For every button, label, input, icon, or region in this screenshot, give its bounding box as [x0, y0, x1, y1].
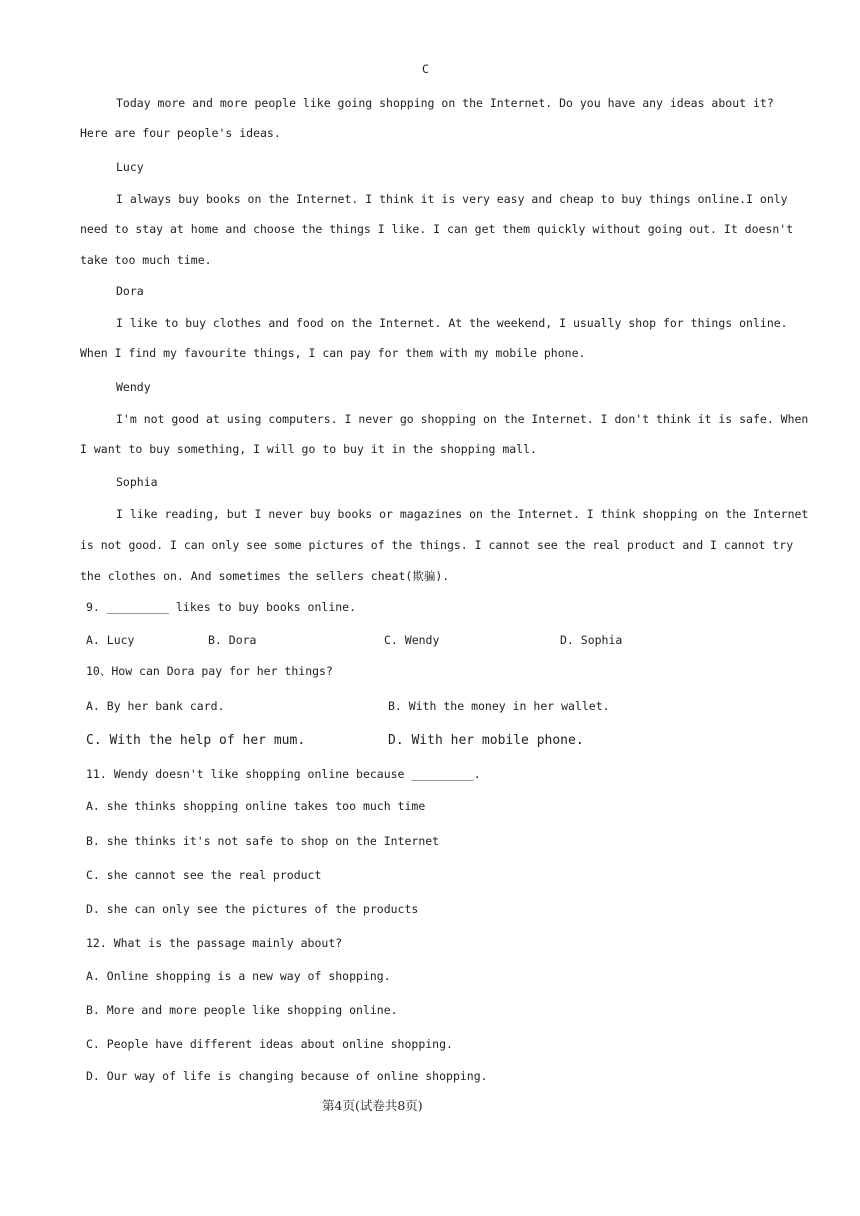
sophia-text-line: I like reading, but I never buy books or magazines on the Internet. I think shopping on the Internet	[116, 507, 809, 521]
question-12-option-b: B. More and more people like shopping online.	[86, 1003, 398, 1017]
section-label: C	[422, 62, 429, 76]
question-12-option-d: D. Our way of life is changing because of online shopping.	[86, 1069, 488, 1083]
question-10-option-b: B. With the money in her wallet.	[388, 699, 610, 713]
question-11-option-a: A. she thinks shopping online takes too much time	[86, 799, 426, 813]
question-11-stem: 11. Wendy doesn't like shopping online because _________.	[86, 767, 481, 781]
question-11-option-d: D. she can only see the pictures of the products	[86, 902, 419, 916]
question-11-option-b: B. she thinks it's not safe to shop on the Internet	[86, 834, 440, 848]
person-name-wendy: Wendy	[116, 380, 151, 394]
question-9-option-a: A. Lucy	[86, 633, 135, 647]
dora-text-line: When I find my favourite things, I can pay for them with my mobile phone.	[80, 346, 586, 360]
question-11-option-c: C. she cannot see the real product	[86, 868, 322, 882]
sophia-text-line: is not good. I can only see some pictures of the things. I cannot see the real product and I cannot try	[80, 538, 794, 552]
question-9-option-b: B. Dora	[208, 633, 257, 647]
person-name-dora: Dora	[116, 284, 144, 298]
question-10-option-c: C. With the help of her mum.	[86, 733, 306, 748]
wendy-text-line: I'm not good at using computers. I never go shopping on the Internet. I don't think it is safe. When	[116, 412, 809, 426]
person-name-lucy: Lucy	[116, 160, 144, 174]
question-10-stem: 10、How can Dora pay for her things?	[86, 664, 333, 678]
wendy-text-line: I want to buy something, I will go to buy it in the shopping mall.	[80, 442, 537, 456]
sophia-text-line: the clothes on. And sometimes the sellers cheat(欺骗).	[80, 569, 450, 583]
intro-line-2: Here are four people's ideas.	[80, 126, 281, 140]
question-12-option-c: C. People have different ideas about online shopping.	[86, 1037, 453, 1051]
question-12-option-a: A. Online shopping is a new way of shopping.	[86, 969, 391, 983]
question-10-option-a: A. By her bank card.	[86, 699, 225, 713]
question-12-stem: 12. What is the passage mainly about?	[86, 936, 343, 950]
person-name-sophia: Sophia	[116, 475, 158, 489]
page-footer: 第4页(试卷共8页)	[322, 1098, 423, 1113]
question-10-option-d: D. With her mobile phone.	[388, 733, 584, 748]
question-9-option-c: C. Wendy	[384, 633, 440, 647]
dora-text-line: I like to buy clothes and food on the Internet. At the weekend, I usually shop for things online.	[116, 316, 788, 330]
question-9-option-d: D. Sophia	[560, 633, 623, 647]
lucy-text-line: I always buy books on the Internet. I think it is very easy and cheap to buy things online.I only	[116, 192, 788, 206]
lucy-text-line: need to stay at home and choose the things I like. I can get them quickly without going out. It doesn't	[80, 222, 794, 236]
question-9-stem: 9. _________ likes to buy books online.	[86, 600, 357, 614]
intro-line-1: Today more and more people like going shopping on the Internet. Do you have any ideas about it?	[116, 96, 774, 110]
lucy-text-line: take too much time.	[80, 253, 212, 267]
